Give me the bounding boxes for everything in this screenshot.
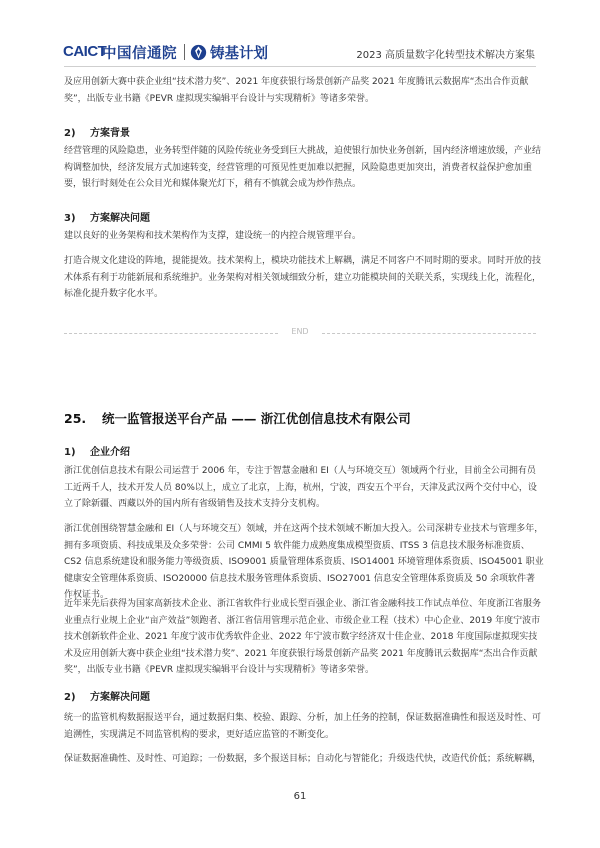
logo-divider	[184, 44, 185, 60]
case-heading	[64, 409, 411, 427]
page-header	[0, 0, 600, 62]
section-heading-company-intro	[64, 443, 130, 458]
section-title: 方案解决问题	[90, 213, 150, 224]
section-heading-problems	[64, 688, 150, 703]
section-number: 2)	[64, 692, 76, 703]
end-label: END	[291, 327, 309, 336]
caict-logo: CAICT	[63, 43, 107, 60]
section-heading-solution	[64, 209, 150, 224]
zhuji-logo-text: 铸基计划	[210, 46, 268, 62]
paragraph-background: 经营管理的风险隐患，业务转型伴随的风险传统业务受到巨大挑战，迫使银行加快业务创新，国内经济增速放缓，产业结构调整加快，经济发展方式加速转变，经营管理的可预见性更加难以把握，风险隐患更加突出，消费者权益保护愈加重要，银行时刻处在公众目光和媒体聚光灯下，稍有不慎就会成为炒作热点。	[64, 146, 542, 189]
header-divider	[64, 66, 536, 67]
section-number: 3)	[64, 213, 76, 224]
paragraph-problems-2: 保证数据准确性、及时性、可追踪；一份数据，多个报送目标；自动化与智能化；升级迭代快，改造代价低；系统解耦，	[64, 754, 542, 764]
paragraph-solution-2: 打造合规文化建设的阵地，提能提效。技术架构上，模块功能技术上解耦，满足不同客户不同时期的要求。同时开放的技术体系有利于功能新展和系统维护。业务架构对相关领域细致分析，建立功能模块间的关联关系，实现线上化，流程化，标准化提升数字化水平。	[64, 256, 542, 299]
page-number: 61	[293, 791, 307, 802]
caict-logo-chinese: 中国信通院	[102, 46, 177, 62]
end-separator	[64, 327, 536, 339]
paragraph-company-intro-2: 浙江优创围绕智慧金融和 EI（人与环境交互）领域，并在这两个技术领域不断加大投入。公司深耕专业技术与管理多年，拥有多项资质、科技成果及众多荣誉：公司 CMMI 5 软件能力成熟度集成模型资质、ITSS 3 信息技术服务标准资质、CS2 信息系统建设和服务能力等级资质、ISO9001 质量管理体系资质、ISO14001 环境管理体系资质、ISO45001 职业健康安全管理体系资质、ISO20000 信息技术服务管理体系资质、ISO27001 信息安全管理体系资质及 50 余项软件著作权证书。	[64, 524, 544, 600]
case-title: 统一监管报送平台产品 —— 浙江优创信息技术有限公司	[102, 411, 411, 426]
document-title: 2023 高质量数字化转型技术解决方案集	[356, 50, 535, 61]
paragraph-solution-1: 建以良好的业务架构和技术架构作为支撑，建设统一的内控合规管理平台。	[64, 231, 362, 241]
section-title: 企业介绍	[90, 447, 130, 458]
case-number: 25.	[64, 411, 87, 426]
paragraph-problems-1: 统一的监管机构数据报送平台，通过数据归集、校验、跟踪、分析，加上任务的控制，保证数据准确性和报送及时性、可追溯性，实现满足不同监管机构的要求，更好适应监管的不断变化。	[64, 713, 542, 740]
paragraph-company-intro-3: 近年来先后获得为国家高新技术企业、浙江省软件行业成长型百强企业、浙江省金融科技工作试点单位、年度浙江省服务业重点行业规上企业“亩产效益”领跑者、浙江省信用管理示范企业、市级企业工程（技术）中心企业、2019 年度宁波市技术创新软件企业、2021 年度宁波市优秀软件企业、2022 年宁波市数字经济双十佳企业、2018 年度国际虚拟现实技术及应用创新大赛中获企业组“技术潜力奖”、2021 年度获银行场景创新产品奖 2021 年度腾讯云数据库“杰出合作贡献奖”，出版专业书籍《PEVR 虚拟现实编辑平台设计与实现精析》等诸多荣誉。	[64, 599, 542, 675]
separator-line-left	[64, 333, 278, 334]
section-title: 方案解决问题	[90, 692, 150, 703]
section-heading-background	[64, 124, 130, 139]
section-title: 方案背景	[90, 128, 130, 139]
separator-line-right	[322, 333, 536, 334]
section-number: 2)	[64, 128, 76, 139]
paragraph-awards-continued: 及应用创新大赛中获企业组“技术潜力奖”、2021 年度获银行场景创新产品奖 2021 年度腾讯云数据库“杰出合作贡献奖”，出版专业书籍《PEVR 虚拟现实编辑平台设计与实现精析》等诸多荣誉。	[64, 77, 529, 104]
paragraph-company-intro-1: 浙江优创信息技术有限公司运营于 2006 年，专注于智慧金融和 EI（人与环境交互）领域两个行业，目前全公司拥有员工近两千人，技术开发人员 80%以上，成立了北京，上海，杭州，宁波，西安五个平台，天津及武汉两个交付中心，设立了除新疆、西藏以外的国内所有省级销售及技术支持分支机构。	[64, 466, 537, 509]
section-number: 1)	[64, 447, 76, 458]
zhuji-logo-icon	[190, 44, 207, 61]
